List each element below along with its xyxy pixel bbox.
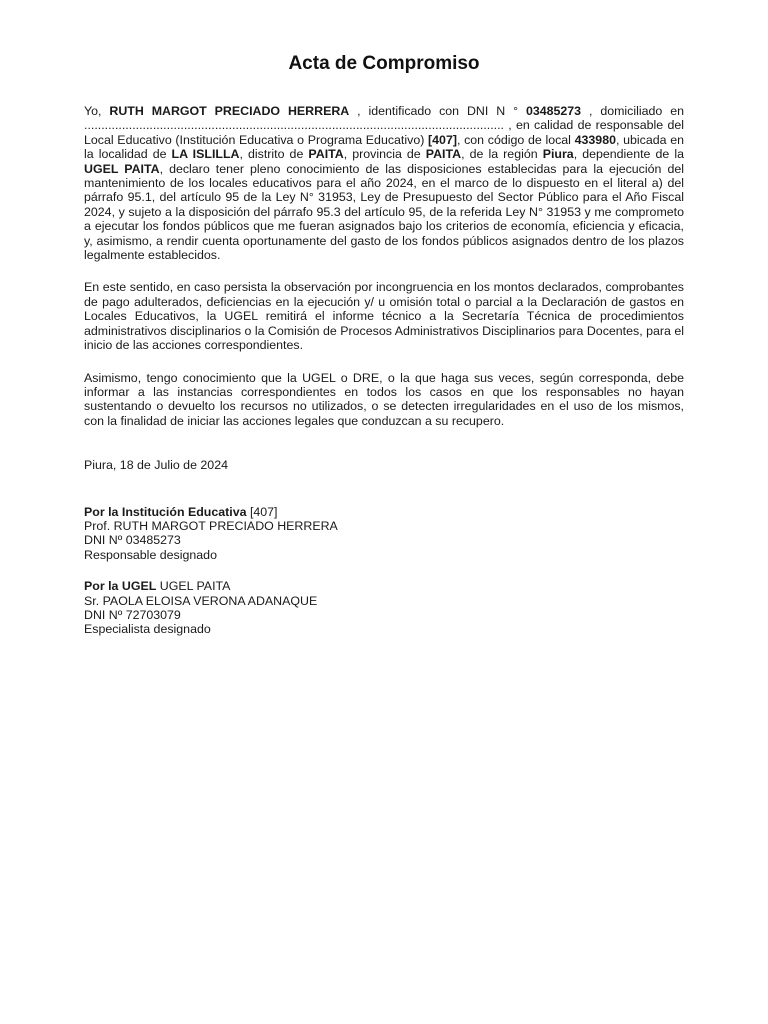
paragraph-consequences: En este sentido, en caso persista la observación por incongruencia en los montos declarados, comprobantes de pago adulterados, deficiencias en la ejecución y/ u omisión total o parcial a la Declaración de gastos en Locales Educativos, la UGEL remitirá el informe técnico a la Secretaría Técnica de procedimientos administrativos disciplinarios o la Comisión de Procesos Administrativos Disciplinarios para Docentes, para el inicio de las acciones correspondientes. bbox=[84, 280, 684, 353]
text: , distrito de bbox=[239, 147, 309, 162]
text: , declaro tener pleno conocimiento de las disposiciones establecidas para la ejecución del mantenimiento de los locales educativos para el año 2024, en el marco de lo dispuesto en el literal a) del párrafo 95.1, del artículo 95 de la Ley N° 31953, Ley de Presupuesto del Sector Público para el Año Fiscal 2024, y sujeto a la disposición del párrafo 95.3 del artículo 95, de la referida Ley N° 31953 y me comprometo a ejecutar los fondos públicos que me fueran asignados bajo los criterios de economía, eficiencia y eficacia, y, asimismo, a rendir cuenta oportunamente del gasto de los fondos públicos asignados dentro de los plazos legalmente establecidos. bbox=[84, 161, 684, 263]
signature-ie-dni: DNI Nº 03485273 bbox=[84, 533, 181, 548]
district: PAITA bbox=[308, 147, 344, 162]
text: , domiciliado en .......................................................................................................................... , en calidad de responsable del Local Educativo (Institución Educativa o Programa Educativo) bbox=[84, 104, 684, 147]
signature-ie-role: Responsable designado bbox=[84, 547, 217, 562]
text: , identificado con DNI N ° bbox=[349, 104, 526, 118]
locality: LA ISLILLA bbox=[171, 147, 240, 162]
text: , con código de local bbox=[456, 132, 575, 147]
province: PAITA bbox=[425, 147, 462, 162]
text: , dependiente de la bbox=[573, 147, 684, 162]
text: , provincia de bbox=[343, 147, 426, 162]
text: , ubicada en la localidad de bbox=[84, 132, 684, 162]
signature-ugel-label: Por la UGEL bbox=[84, 579, 157, 594]
signature-ugel-entity: UGEL PAITA bbox=[156, 579, 231, 594]
signature-block-ie bbox=[84, 505, 684, 563]
signature-ie-label: Por la Institución Educativa bbox=[84, 504, 247, 519]
ie-code: [407] bbox=[428, 132, 457, 147]
signature-ie-code: [407] bbox=[246, 504, 278, 519]
document-page bbox=[84, 52, 684, 637]
responsible-name: RUTH MARGOT PRECIADO HERRERA bbox=[109, 104, 350, 118]
signature-ie-name: Prof. RUTH MARGOT PRECIADO HERRERA bbox=[84, 518, 338, 533]
signature-block-ugel bbox=[84, 579, 684, 637]
document-title: Acta de Compromiso bbox=[288, 53, 480, 74]
region: Piura bbox=[542, 147, 574, 162]
signature-ugel-role: Especialista designado bbox=[84, 622, 211, 637]
paragraph-commitment bbox=[84, 104, 684, 262]
responsible-dni: 03485273 bbox=[525, 104, 582, 118]
signature-ugel-dni: DNI Nº 72703079 bbox=[84, 607, 181, 622]
paragraph-legal-actions: Asimismo, tengo conocimiento que la UGEL o DRE, o la que haga sus veces, según corresponda, debe informar a las instancias correspondientes en todos los casos en que los responsables no hayan sustentando o devuelto los recursos no utilizados, o se detecten irregularidades en el uso de los mismos, con la finalidad de iniciar las acciones legales que conduzcan a su recupero. bbox=[84, 370, 684, 428]
signature-ugel-name: Sr. PAOLA ELOISA VERONA ADANAQUE bbox=[84, 593, 318, 608]
signature-ie-header bbox=[84, 505, 684, 519]
local-code: 433980 bbox=[574, 132, 616, 147]
text: , de la región bbox=[461, 147, 543, 162]
ugel-name: UGEL PAITA bbox=[84, 161, 160, 176]
text: Yo, bbox=[84, 104, 110, 118]
date-line: Piura, 18 de Julio de 2024 bbox=[84, 458, 228, 473]
signature-ugel-header bbox=[84, 579, 684, 593]
